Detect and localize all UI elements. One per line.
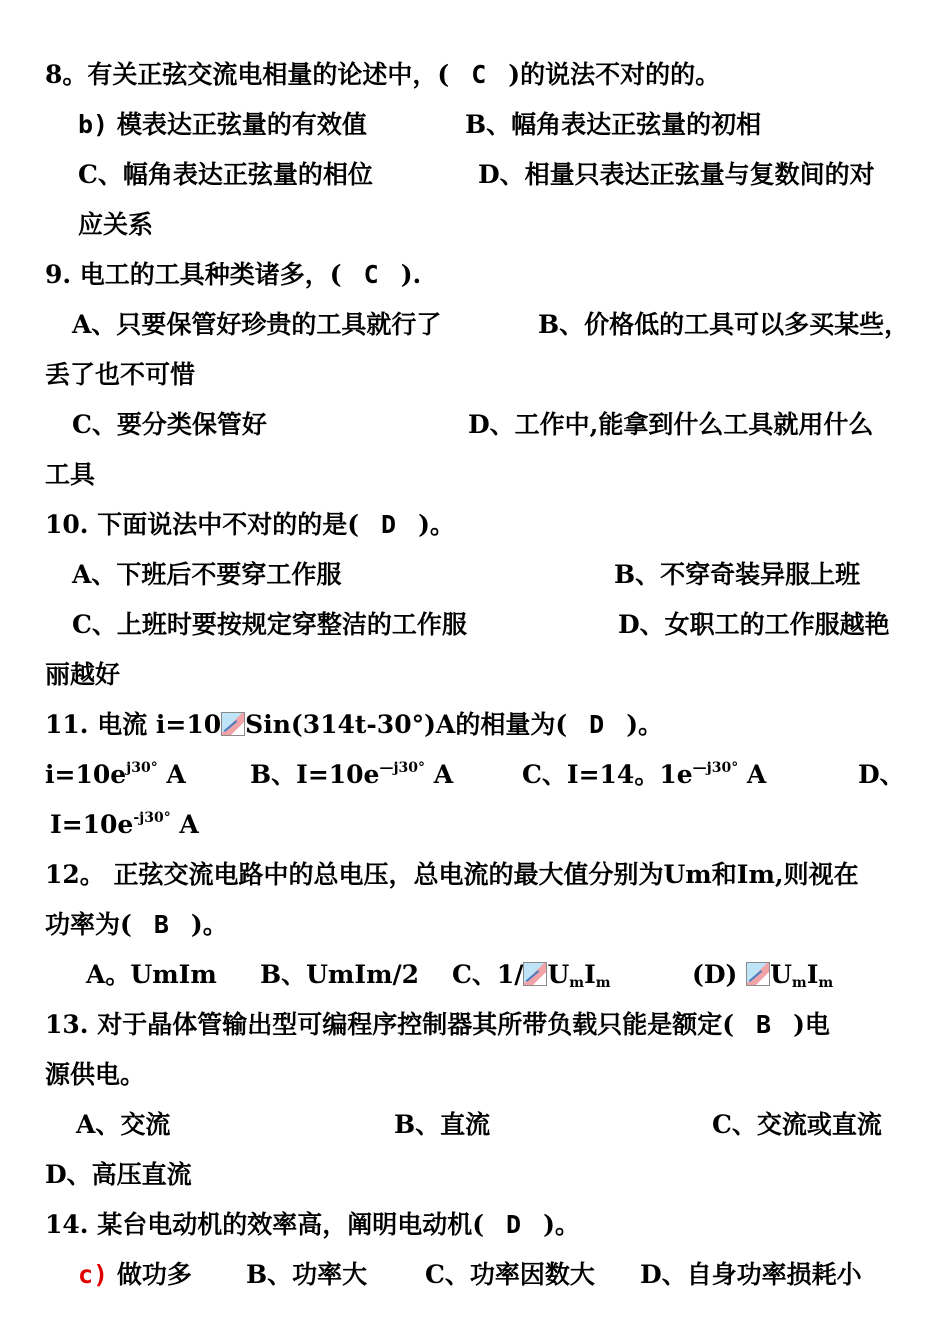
q12-option-D-sub2: m xyxy=(818,975,834,991)
q13-stem-cont: 源供电。 xyxy=(45,1060,146,1089)
q9-option-A: A、只要保管好珍贵的工具就行了 xyxy=(72,310,442,339)
q11-stem xyxy=(45,710,663,740)
broken-image-icon xyxy=(523,962,547,986)
q12-option-C-i: I xyxy=(584,960,596,989)
q12-option-D xyxy=(692,960,833,990)
q13-option-C: C、交流或直流 xyxy=(712,1110,882,1139)
q12-option-D-u: U xyxy=(770,960,792,989)
q9-option-B-cont: 丢了也不可惜 xyxy=(45,360,196,389)
q10-answer: D xyxy=(381,510,397,539)
q8-option-D: D、相量只表达正弦量与复数间的对 xyxy=(478,160,875,189)
q14-option-c-text: 做功多 xyxy=(116,1260,192,1289)
q11-option-B xyxy=(250,760,453,790)
q11-option-C xyxy=(522,760,766,790)
q13-answer: B xyxy=(756,1010,772,1039)
q8-stem xyxy=(45,60,720,90)
q12-option-D-i: I xyxy=(806,960,819,989)
q13-stem xyxy=(45,1010,830,1040)
q8-option-b xyxy=(78,110,367,140)
q8-option-b-lead: b) xyxy=(78,110,109,139)
q12-option-C-sub2: m xyxy=(595,975,611,991)
q13-option-D: D、高压直流 xyxy=(45,1160,192,1189)
q9-stem-text: 9. 电工的工具种类诸多，( xyxy=(45,260,342,289)
q11-stem-tail: )。 xyxy=(626,710,664,739)
q11-option-A xyxy=(45,760,186,790)
q8-option-D-cont: 应关系 xyxy=(78,210,154,239)
q11-option-B-exp: —j30° xyxy=(379,760,426,776)
q14-option-C: C、功率因数大 xyxy=(425,1260,595,1289)
q14-answer: D xyxy=(506,1210,522,1239)
q8-stem-text: 8。有关正弦交流电相量的论述中，( xyxy=(45,60,450,89)
q9-stem-tail: ). xyxy=(400,260,422,289)
q9-option-C: C、要分类保管好 xyxy=(72,410,267,439)
q14-option-c-lead: c) xyxy=(78,1260,109,1289)
q10-stem xyxy=(45,510,455,540)
q11-stem-text: 11. 电流 i=10 xyxy=(45,710,222,739)
q12-stem-cont xyxy=(45,910,228,940)
q8-answer: C xyxy=(471,60,487,89)
q12-option-A: A。UmIm xyxy=(86,960,217,989)
q9-option-D-cont: 工具 xyxy=(45,460,96,489)
q11-option-D-cont xyxy=(50,810,199,840)
q8-option-B: B、幅角表达正弦量的初相 xyxy=(465,110,762,139)
q11-option-D-exp: -j30° xyxy=(133,810,171,826)
broken-image-icon xyxy=(746,962,770,986)
q8-option-b-text: 模表达正弦量的有效值 xyxy=(116,110,367,139)
q12-option-D-text: (D) xyxy=(692,960,738,989)
q10-option-D: D、女职工的工作服越艳 xyxy=(618,610,890,639)
q11-option-B-text: B、I=10e xyxy=(250,760,380,789)
q11-stem-mid: Sin(314t-30°)A的相量为( xyxy=(245,710,568,739)
q13-option-A: A、交流 xyxy=(76,1110,171,1139)
q12-option-D-sub1: m xyxy=(791,975,807,991)
q9-option-D: D、工作中,能拿到什么工具就用什么 xyxy=(468,410,874,439)
q9-option-B: B、价格低的工具可以多买某些， xyxy=(538,310,910,339)
broken-image-icon xyxy=(221,712,245,736)
q11-option-D: D、 xyxy=(858,760,905,789)
q11-option-A-text: i=10e xyxy=(45,760,127,789)
q11-option-B-unit: A xyxy=(433,760,454,789)
q14-stem xyxy=(45,1210,580,1240)
q14-option-c xyxy=(78,1260,192,1290)
q11-option-C-exp: —j30° xyxy=(692,760,739,776)
q9-answer: C xyxy=(363,260,379,289)
q13-stem-tail: )电 xyxy=(793,1010,830,1039)
q14-stem-tail: )。 xyxy=(543,1210,580,1239)
q13-option-B: B、直流 xyxy=(394,1110,491,1139)
q12-answer: B xyxy=(153,910,169,939)
q10-option-B: B、不穿奇装异服上班 xyxy=(614,560,861,589)
q12-stem: 12。 正弦交流电路中的总电压，总电流的最大值分别为Um和Im,则视在 xyxy=(45,860,859,889)
q10-option-C: C、上班时要按规定穿整洁的工作服 xyxy=(72,610,467,639)
q12-option-B: B、UmIm/2 xyxy=(260,960,420,989)
q11-option-D-unit: A xyxy=(179,810,199,839)
q12-stem-tail: )。 xyxy=(190,910,228,939)
q12-option-C-text: C、1/ xyxy=(452,960,524,989)
q14-option-B: B、功率大 xyxy=(246,1260,368,1289)
q11-option-C-unit: A xyxy=(746,760,767,789)
q11-option-A-unit: A xyxy=(166,760,186,789)
q12-stem-cont-text: 功率为( xyxy=(45,910,132,939)
q10-stem-tail: )。 xyxy=(418,510,455,539)
q11-option-A-exp: j30° xyxy=(126,760,158,776)
q13-stem-text: 13. 对于晶体管输出型可编程序控制器其所带负载只能是额定( xyxy=(45,1010,735,1039)
q11-option-D-text: I=10e xyxy=(50,810,134,839)
q12-option-C-sub1: m xyxy=(569,975,585,991)
q8-option-C: C、幅角表达正弦量的相位 xyxy=(78,160,373,189)
q11-option-C-text: C、I=14。1e xyxy=(522,760,693,789)
q10-option-A: A、下班后不要穿工作服 xyxy=(72,560,342,589)
q10-stem-text: 10. 下面说法中不对的的是( xyxy=(45,510,360,539)
q10-option-D-cont: 丽越好 xyxy=(45,660,121,689)
q14-option-D: D、自身功率损耗小 xyxy=(640,1260,862,1289)
q9-stem xyxy=(45,260,421,290)
q12-option-C-u: U xyxy=(547,960,570,989)
q14-stem-text: 14. 某台电动机的效率高，阐明电动机( xyxy=(45,1210,485,1239)
q8-stem-tail: )的说法不对的的。 xyxy=(508,60,721,89)
q11-answer: D xyxy=(589,710,605,739)
q12-option-C xyxy=(452,960,611,990)
